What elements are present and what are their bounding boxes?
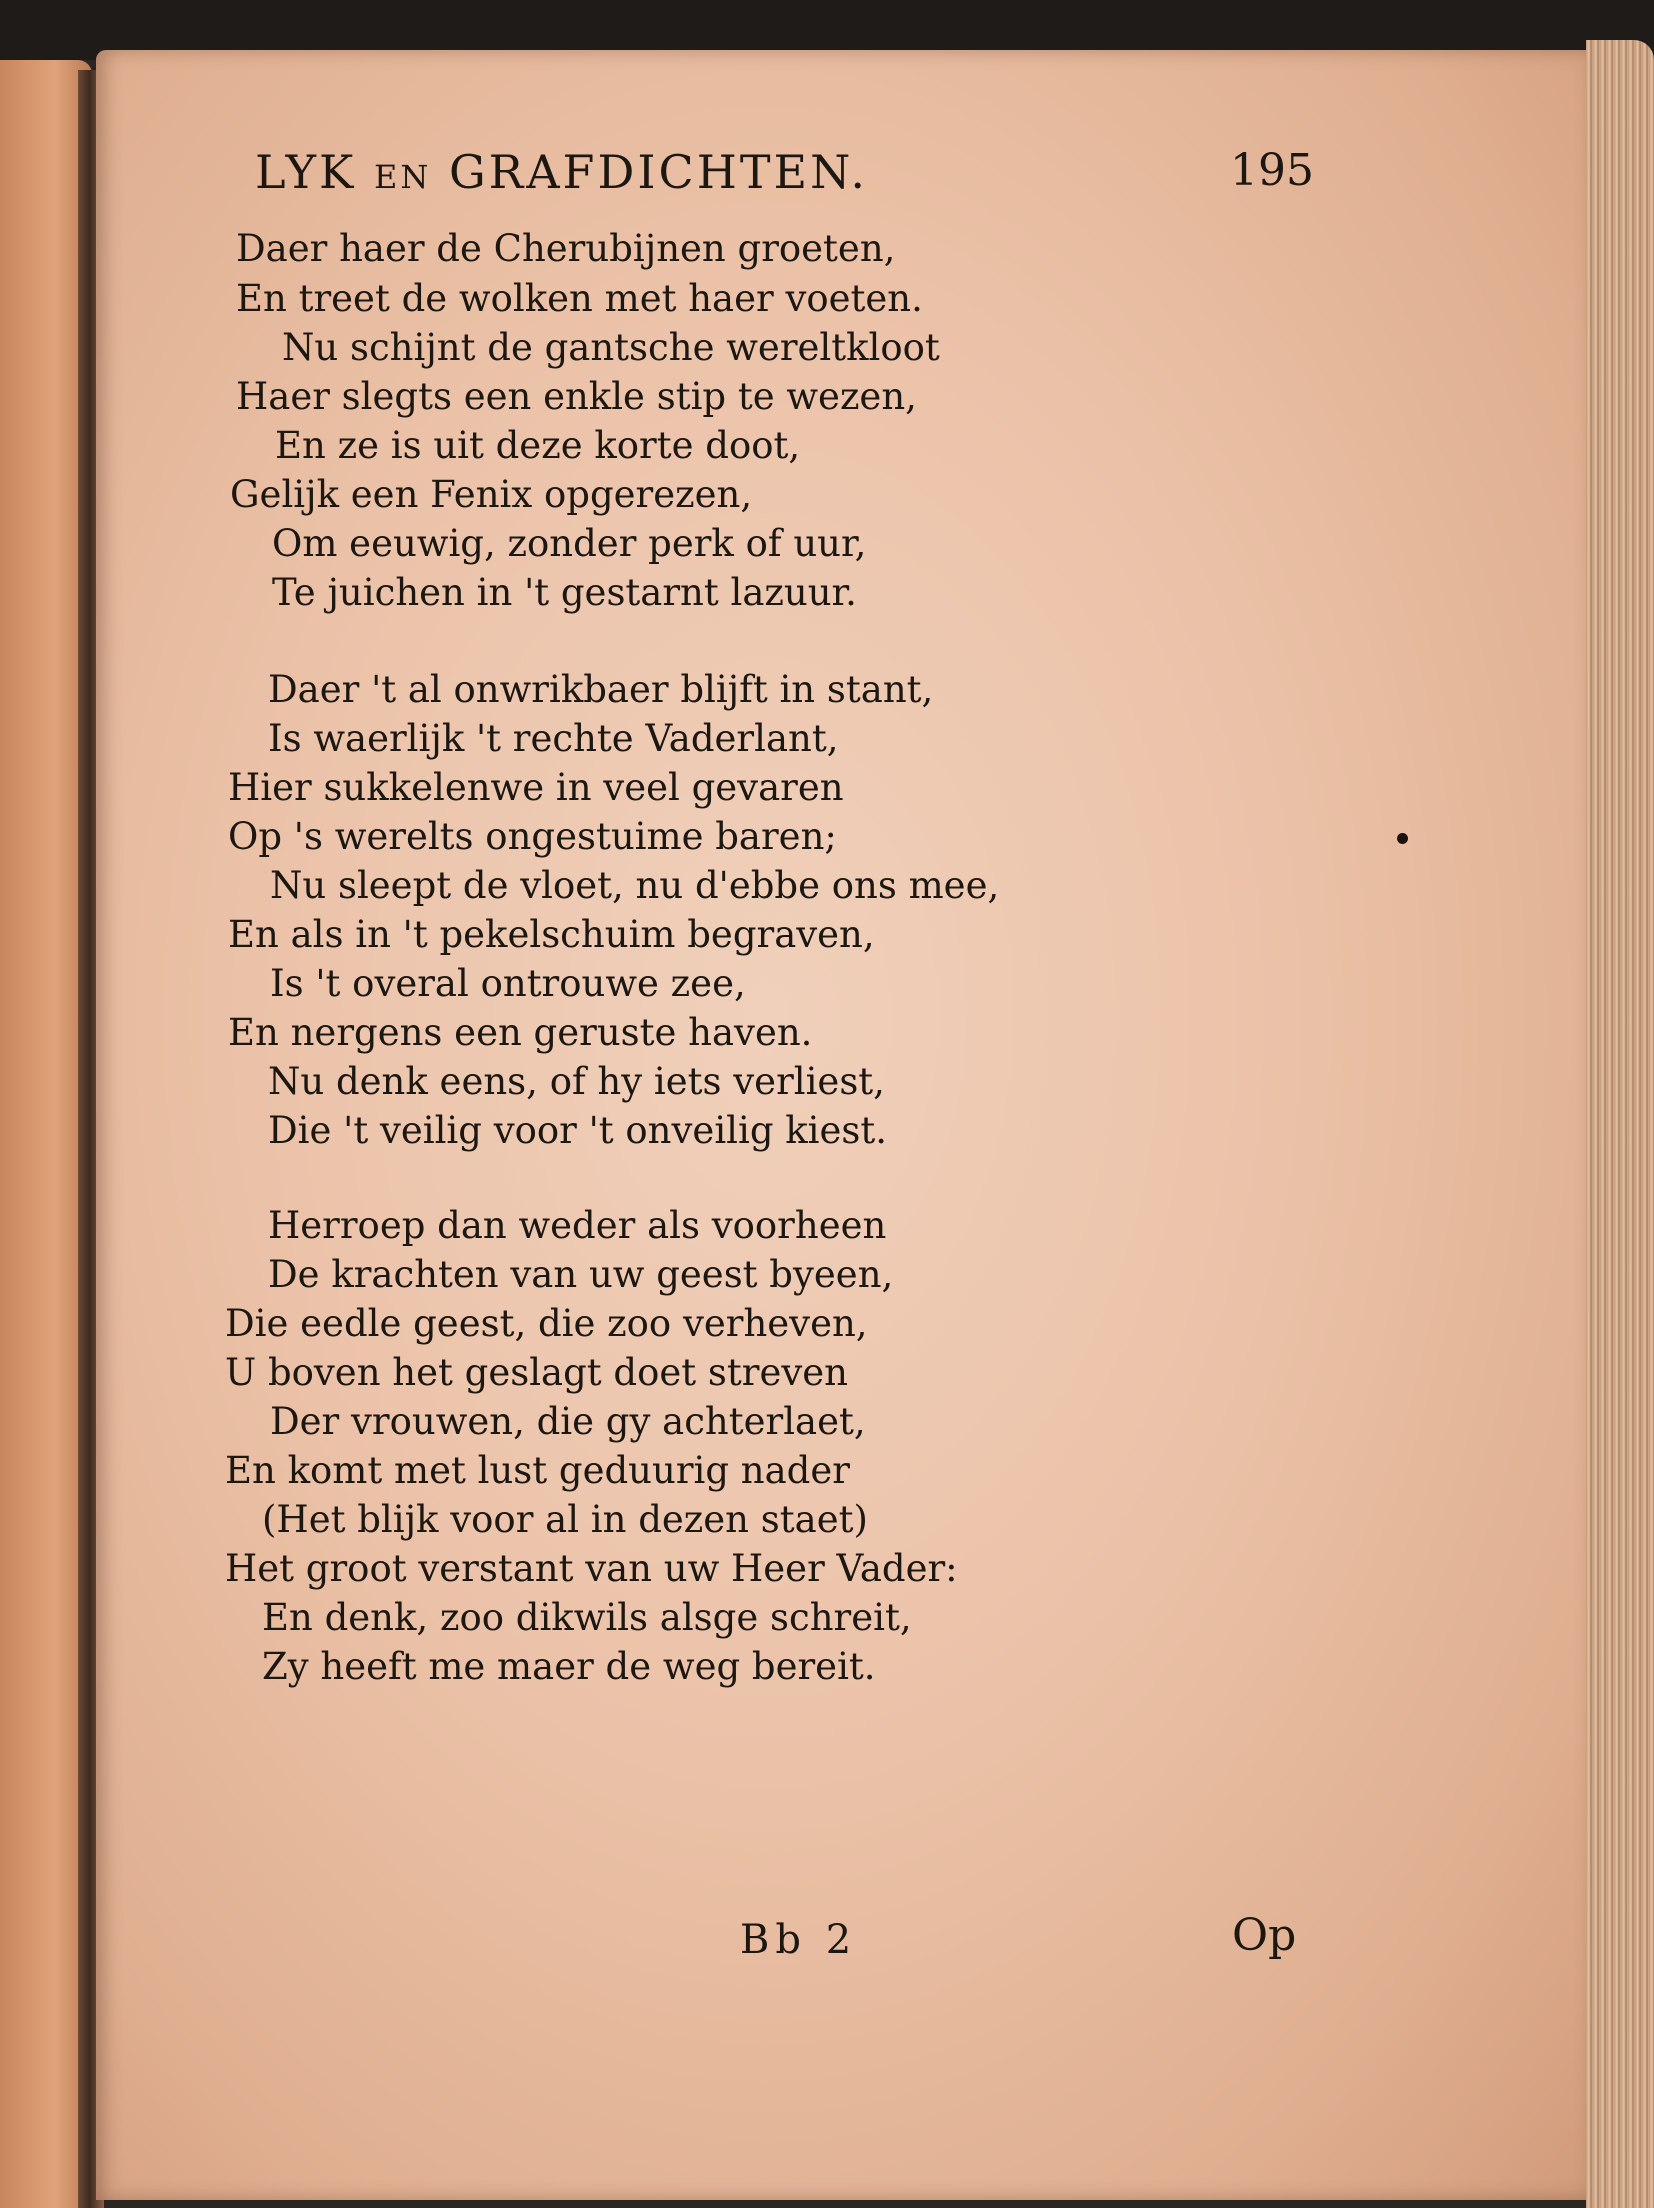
verse-line: Hier sukkelenwe in veel gevaren (228, 766, 844, 809)
verse-line: En denk, zoo dikwils alsge schreit, (262, 1596, 912, 1639)
verse-line: Nu schijnt de gantsche wereltkloot (282, 326, 940, 369)
verse-line: U boven het geslagt doet streven (225, 1351, 848, 1394)
verse-line: En nergens een geruste haven. (228, 1011, 813, 1054)
verse-line: Herroep dan weder als voorheen (268, 1204, 887, 1247)
verse-line: Der vrouwen, die gy achterlaet, (270, 1400, 866, 1443)
running-title: LYK en GRAFDICHTEN. (255, 145, 869, 199)
verse-line: Daer 't al onwrikbaer blijft in stant, (268, 668, 934, 711)
verse-line: Die eedle geest, die zoo verheven, (225, 1302, 868, 1345)
page-edges (1586, 40, 1654, 2208)
verse-line: En als in 't pekelschuim begraven, (228, 913, 875, 956)
verse-line: Is waerlijk 't rechte Vaderlant, (268, 717, 839, 760)
verse-line: Nu sleept de vloet, nu d'ebbe ons mee, (270, 864, 1000, 907)
signature-mark: Bb 2 (740, 1917, 858, 1963)
verse-line: En komt met lust geduurig nader (225, 1449, 850, 1492)
verse-line: En treet de wolken met haer voeten. (236, 277, 923, 320)
page-number: 195 (1230, 145, 1314, 196)
running-head (0, 145, 1654, 205)
verse-line: Nu denk eens, of hy iets verliest, (268, 1060, 885, 1103)
verse-line: Op 's werelts ongestuime baren; (228, 815, 837, 858)
ink-spot (1397, 833, 1408, 844)
verse-line: Het groot verstant van uw Heer Vader: (225, 1547, 958, 1590)
verse-line: Om eeuwig, zonder perk of uur, (272, 522, 867, 565)
verse-line: Haer slegts een enkle stip te wezen, (236, 375, 917, 418)
verse-line: En ze is uit deze korte doot, (275, 424, 801, 467)
verse-line: Te juichen in 't gestarnt lazuur. (272, 571, 857, 614)
verse-line: Zy heeft me maer de weg bereit. (262, 1645, 876, 1688)
catchword: Op (1232, 1910, 1297, 1961)
verse-line: Gelijk een Fenix opgerezen, (230, 473, 753, 516)
verse-line: Daer haer de Cherubijnen groeten, (236, 227, 896, 270)
verse-line: Is 't overal ontrouwe zee, (270, 962, 746, 1005)
verse-line: De krachten van uw geest byeen, (268, 1253, 894, 1296)
verse-line: (Het blijk voor al in dezen staet) (262, 1498, 868, 1541)
verse-line: Die 't veilig voor 't onveilig kiest. (268, 1109, 888, 1152)
